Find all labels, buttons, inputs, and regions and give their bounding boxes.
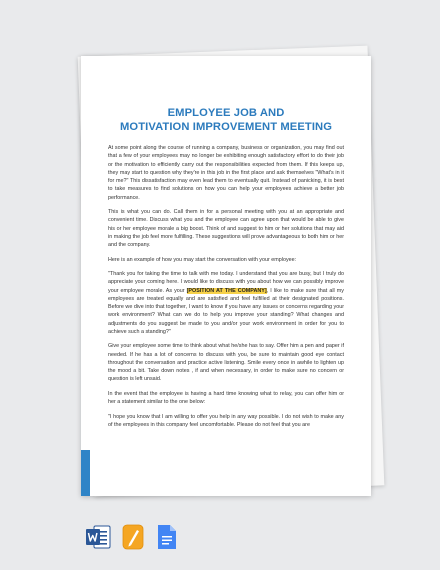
position-placeholder-highlight: [POSITION AT THE COMPANY] (186, 287, 267, 294)
paragraph-listening: Give your employee some time to think about what he/she has to say. Offer him a pen and paper if needed. If he has a lot of concerns to discuss with you, be sure to maintain good eye contact throughout the conversation and practice active listening. Smile every once in awhile to lighten up the mood a bit. Take down notes , if and when necessary, in order to make sure no concern or question is left unsaid. (108, 343, 344, 383)
quote-text-end: , I like to make sure that all my employees are treated equally and are satisfied and feel fulfilled at their designated positions. Before we dive into that together, I want to know if you have any issues or concerns regarding your work environment? What can we do to help you improve your standing? What changes and adjustments do you suggest be made to you and/or your work environment in order for you to achieve such a standing?" (108, 287, 344, 335)
quote-text-start: "Thank you for taking the time to talk with me today. I understand that you are busy, but I truly do appreciate your coming here. I would like to discuss with you about how we can possibly improve your employee morale. As your (108, 271, 344, 294)
paragraph-hard-time: In the event that the employee is having a hard time knowing what to relay, you can offer him or her a statement similar to the one below: (108, 390, 344, 406)
document-body (108, 144, 344, 436)
paragraph-example-lead: Here is an example of how you may start the conversation with your employee: (108, 256, 297, 263)
paragraph-example-quote (108, 270, 344, 336)
title-line-2: MOTIVATION IMPROVEMENT MEETING (119, 121, 333, 133)
format-icons (85, 524, 185, 550)
google-docs-icon[interactable] (157, 524, 177, 555)
word-icon[interactable] (85, 524, 111, 555)
pages-icon[interactable] (122, 524, 144, 555)
title-line-1: EMPLOYEE JOB AND (167, 107, 285, 119)
paragraph-help-quote: "I hope you know that I am willing to offer you help in any way possible. I do not wish to make any of the employees in this company feel uncomfortable. Please do not feel that you are (108, 413, 344, 429)
document-title (99, 106, 353, 134)
document-page (81, 56, 371, 496)
paragraph-what-to-do: This is what you can do. Call them in for a personal meeting with you at an appropriate and convenient time. Discuss what you and the employee can agree upon that would be able to give his or her employee morale a big boost. Think of and suggest to him or her solutions that may aid in making the job feel more fulfilling. These suggestions will prove advantageous to both him or her and the company. (108, 209, 344, 249)
paragraph-intro: At some point along the course of running a company, business or organization, you may find out that a few of your employees may no longer be exhibiting enough satisfactory effort to do their job or the motivation to efficiently carry out the responsibilities expected from them. If this keeps up, they may start to question why they're in this job in the first place and ask themselves "What's in it for me?" This dissatisfaction may even lead them to eventually quit. Instead of panicking, it is best to take measures to find solutions on how you can help your employees achieve a better job performance. (108, 145, 344, 201)
accent-bar (81, 450, 90, 496)
